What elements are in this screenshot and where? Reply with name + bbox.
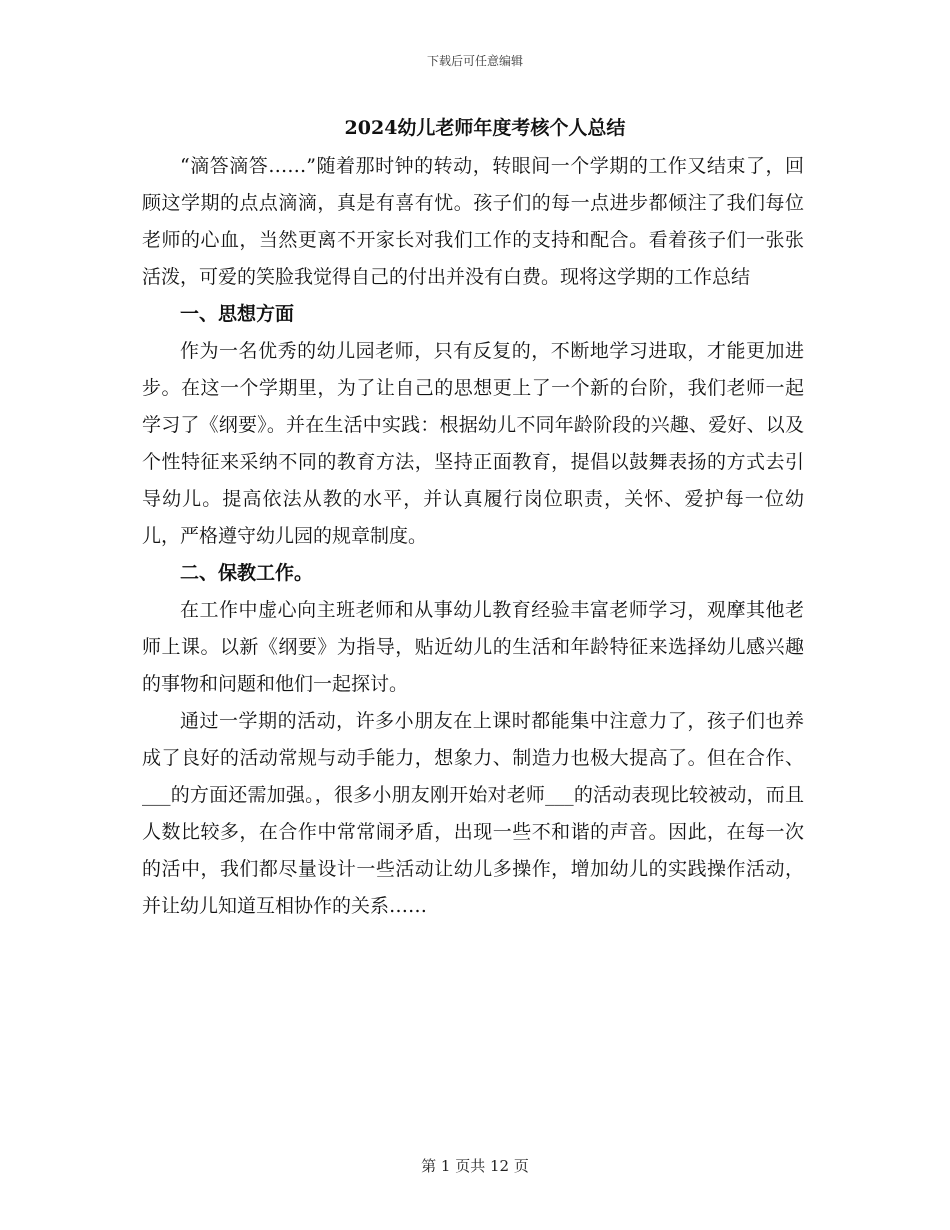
- section-heading-thought: 一、思想方面: [180, 303, 295, 325]
- section-thought-paragraph: 作为一名优秀的幼儿园老师，只有反复的，不断地学习进取，才能更加进步。在这一个学期里，为了让自己的思想更上了一个新的台阶，我们老师一起学习了《纲要》。并在生活中实践：根据幼儿不同年龄阶段的兴趣、爱好、以及个性特征来采纳不同的教育方法，坚持正面教育，提倡以鼓舞表扬的方式去引导幼儿。提高依法从教的水平，并认真履行岗位职责，关怀、爱护每一位幼儿，严格遵守幼儿园的规章制度。: [142, 340, 804, 547]
- page-number-footer: 第 1 页共 12 页: [421, 1157, 529, 1175]
- document-body: [142, 108, 804, 925]
- header-note: 下载后可任意编辑: [426, 54, 523, 68]
- section-care-paragraph-1: 在工作中虚心向主班老师和从事幼儿教育经验丰富老师学习，观摩其他老师上课。以新《纲要》为指导，贴近幼儿的生活和年龄特征来选择幼儿感兴趣的事物和问题和他们一起探讨。: [142, 599, 804, 695]
- section-care-paragraph-2: 通过一学期的活动，许多小朋友在上课时都能集中注意力了，孩子们也养成了良好的活动常规与动手能力，想象力、制造力也极大提高了。但在合作、___的方面还需加强。，很多小朋友刚开始对老师___的活动表现比较被动，而且人数比较多，在合作中常常闹矛盾，出现一些不和谐的声音。因此，在每一次的活中，我们都尽量设计一些活动让幼儿多操作，增加幼儿的实践操作活动，并让幼儿知道互相协作的关系……: [142, 710, 804, 917]
- intro-paragraph: “滴答滴答……”随着那时钟的转动，转眼间一个学期的工作又结束了，回顾这学期的点点滴滴，真是有喜有忧。孩子们的每一点进步都倾注了我们每位老师的心血，当然更离不开家长对我们工作的支持和配合。看着孩子们一张张活泼，可爱的笑脸我觉得自己的付出并没有白费。现将这学期的工作总结: [142, 155, 804, 288]
- document-title: 2024幼儿老师年度考核个人总结: [344, 117, 626, 139]
- section-heading-care-education: 二、保教工作。: [180, 562, 314, 584]
